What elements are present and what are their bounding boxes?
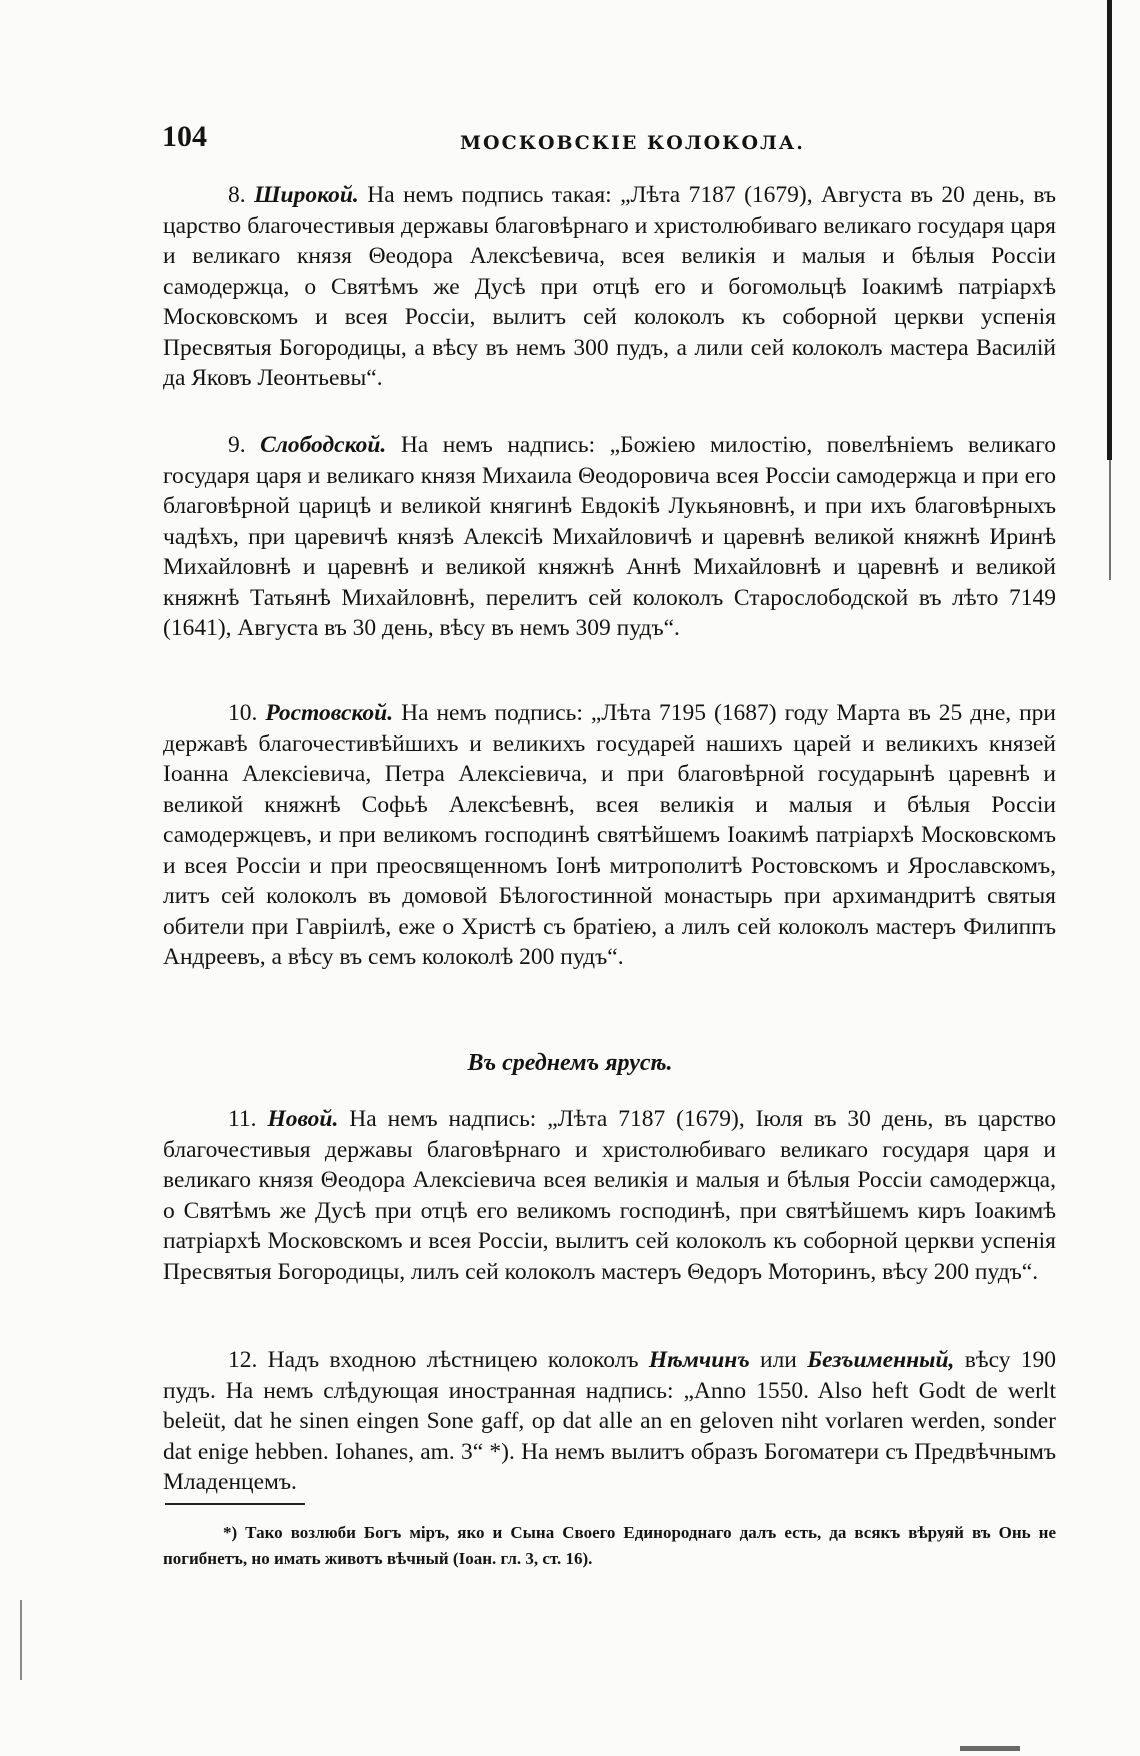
paragraph-text: На немъ надпись: „Божіею милостію, повелѣніемъ великаго государя царя и великаго князя Михаила Θеодоровича всея Россіи самодержца и при его благовѣрной царицѣ и великой княгинѣ Евдокіѣ Лукьяновнѣ, и при ихъ благовѣрныхъ чадѣхъ, при царевичѣ князѣ Алексіѣ Михайловичѣ и царевнѣ великой княжнѣ Иринѣ Михайловнѣ и царевнѣ и великой княжнѣ Аннѣ Михайловнѣ и царевнѣ и великой княжнѣ Татьянѣ Михайловнѣ, перелитъ сей колоколъ Старослободской въ лѣто 7149 (1641), Августа въ 30 день, вѣсу въ немъ 309 пудъ“. xyxy=(163,432,1056,641)
item-number: 12. xyxy=(228,1347,258,1373)
paragraph-12 xyxy=(163,1345,1056,1498)
page-number: 104 xyxy=(162,120,207,153)
section-heading: Въ среднемъ ярусѣ. xyxy=(467,1050,673,1076)
paragraph-9 xyxy=(163,430,1056,644)
item-number: 11. xyxy=(228,1106,257,1132)
paragraph-text: На немъ подпись такая: „Лѣта 7187 (1679), Августа въ 20 день, въ царство благочестивыя державы благовѣрнаго и христолюбиваго великаго государя царя и великаго князя Θеодора Алексѣевича, всея великія и малыя и бѣлыя Россіи самодержца, о Святѣмъ же Дусѣ при отцѣ его и богомольцѣ Іоакимѣ патріархѣ Московскомъ и всея Россіи, вылитъ сей колоколъ къ соборной церкви успенія Пресвятыя Богородицы, а вѣсу въ немъ 300 пудъ, а лили сей колоколъ мастера Василій да Яковъ Леонтьевы“. xyxy=(163,182,1057,391)
scan-edge-line xyxy=(1107,0,1112,460)
paragraph-lead: Надъ входною лѣстницею колоколъ xyxy=(267,1347,639,1373)
paragraph-11 xyxy=(163,1104,1056,1287)
footnote-rule xyxy=(165,1503,305,1505)
paragraph-text: вѣсу 190 пудъ. На немъ слѣдующая иностранная надпись: „Anno 1550. Also heft Godt de werlt beleüt, dat he sinen eingen Sone gaff, op dat alle an en geloven niht vorlaren werden, sonder dat enige hebben. Iohanes, am. 3“ *). На немъ вылитъ образъ Богоматери съ Предвѣчнымъ Младенцемъ. xyxy=(163,1347,1056,1495)
running-title: МОСКОВСКІЕ КОЛОКОЛА. xyxy=(460,132,805,154)
scan-smudge xyxy=(960,1746,1020,1751)
footnote: *) Тако возлюби Богъ міръ, яко и Сына Своего Единороднаго далъ есть, да всякъ вѣруяй въ Онь не погибнетъ, но имать животъ вѣчный (Іоан. гл. 3, ст. 16). xyxy=(163,1523,1056,1568)
item-number: 10. xyxy=(228,700,258,726)
bell-name: Новой. xyxy=(267,1106,339,1132)
item-number: 8. xyxy=(228,182,246,208)
paragraph-10 xyxy=(163,698,1056,973)
paragraph-8 xyxy=(163,180,1056,394)
paragraph-text: На немъ надпись: „Лѣта 7187 (1679), Іюля въ 30 день, въ царство благочестивыя державы благовѣрнаго и христолюбиваго великаго государя царя и великаго князя Θеодора Алексіевича всея великія и малыя и бѣлыя Россіи самодержца, о Святѣмъ же Дусѣ при отцѣ его великомъ господинѣ, при святѣйшемъ киръ Іоакимѣ патріархѣ Московскомъ и всея Россіи, вылитъ сей колоколъ къ соборной церкви успенія Пресвятыя Богородицы, лилъ сей колоколъ мастеръ Θедоръ Моторинъ, вѣсу 200 пудъ“. xyxy=(163,1106,1057,1285)
bell-name: Широкой. xyxy=(254,182,359,208)
bell-name: Слободской. xyxy=(260,432,387,458)
scan-edge-line-lower xyxy=(1109,460,1111,580)
scan-left-mark xyxy=(20,1600,22,1680)
paragraph-text: На немъ подпись: „Лѣта 7195 (1687) году Марта въ 25 дне, при державѣ благочестивѣйшихъ и великихъ государей нашихъ царей и великихъ князей Іоанна Алексіевича, Петра Алексіевича, и при благовѣрной государынѣ царевнѣ и великой княжнѣ Софьѣ Алексѣевнѣ, всея великія и малыя и бѣлыя Россіи самодержцевъ, и при великомъ господинѣ святѣйшемъ Іоакимѣ патріархѣ Московскомъ и всея Россіи и при преосвященномъ Іонѣ митрополитѣ Ростовскомъ и Ярославскомъ, литъ сей колоколъ въ домовой Бѣлогостинной монастырь при архимандритѣ святыя обители при Гавріилѣ, еже о Христѣ съ братіею, а лилъ сей колоколъ мастеръ Филиппъ Андреевъ, а вѣсу въ семъ колоколѣ 200 пудъ“. xyxy=(163,700,1057,970)
bell-name: Нѣмчинъ xyxy=(648,1347,750,1373)
bell-alt-name: Безъименный, xyxy=(807,1347,955,1373)
bell-name: Ростовской. xyxy=(265,700,394,726)
paragraph-connector: или xyxy=(760,1347,797,1373)
item-number: 9. xyxy=(228,432,246,458)
